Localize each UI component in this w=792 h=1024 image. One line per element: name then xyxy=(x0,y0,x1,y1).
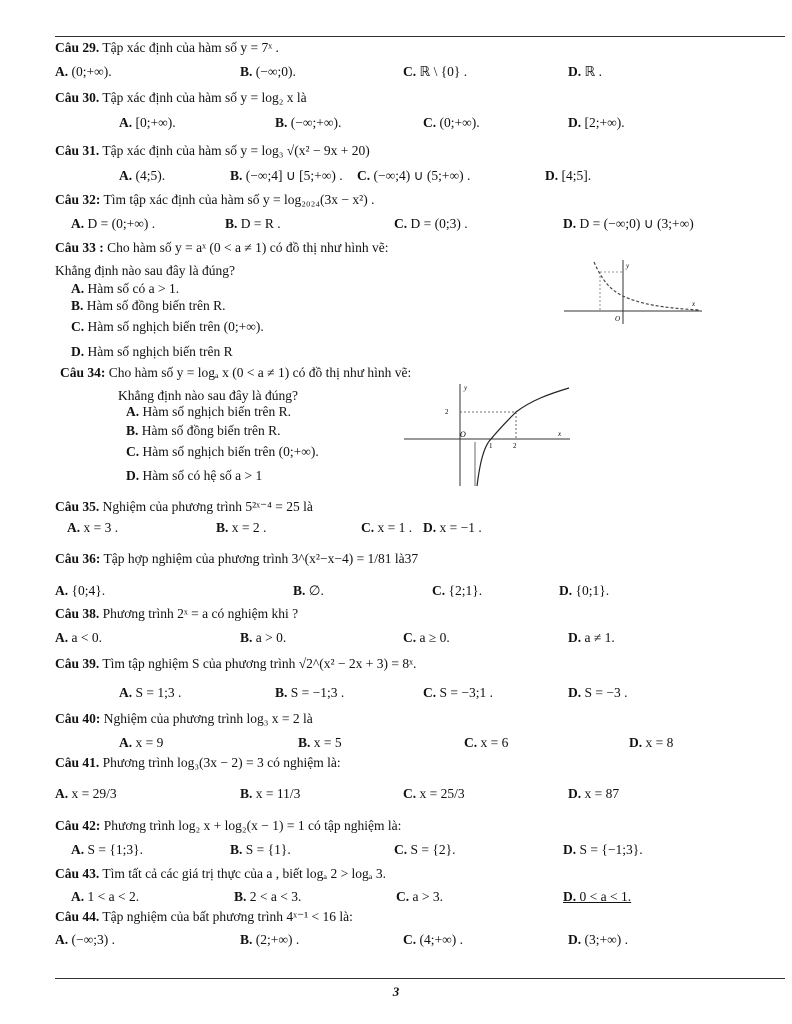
tick-y-2: 2 xyxy=(445,408,449,416)
option-d-correct: D. 0 < a < 1. xyxy=(563,889,632,904)
option-d: D. {0;1}. xyxy=(559,583,610,598)
question-label: Câu 29. xyxy=(55,40,100,55)
question-35 xyxy=(55,499,313,515)
option-letter: C. xyxy=(71,319,85,334)
option-letter: A. xyxy=(55,786,69,801)
log-curve xyxy=(477,388,569,486)
option-letter: B. xyxy=(230,842,243,857)
question-33 xyxy=(55,240,388,256)
option-letter: D. xyxy=(629,735,643,750)
option-c: C. (−∞;4) ∪ (5;+∞) . xyxy=(357,168,471,183)
question-text: Tập xác định của hàm số y = 7ˣ . xyxy=(102,40,279,55)
option-letter: D. xyxy=(71,344,85,359)
option-letter: C. xyxy=(361,520,375,535)
option-b: B. x = 5 xyxy=(298,735,342,750)
question-label: Câu 43. xyxy=(55,866,100,881)
option-a: A. x = 3 . xyxy=(67,520,119,535)
x-label: x xyxy=(692,300,696,308)
option-letter: A. xyxy=(55,932,69,947)
option-b: B. Hàm số đồng biến trên R. xyxy=(71,298,226,313)
y-label: y xyxy=(464,384,468,392)
question-36 xyxy=(55,551,418,567)
top-rule xyxy=(55,36,785,37)
question-text: Tìm tập xác định của hàm số y = log₂₀₂₄(3x − x²) . xyxy=(103,192,375,207)
option-c: C. Hàm số nghịch biến trên (0;+∞). xyxy=(126,444,319,459)
question-29 xyxy=(55,40,279,56)
option-d: D. S = {−1;3}. xyxy=(563,842,643,857)
bottom-rule xyxy=(55,978,785,979)
option-letter: C. xyxy=(423,685,437,700)
option-letter: A. xyxy=(67,520,81,535)
option-a: A. a < 0. xyxy=(55,630,102,645)
option-c: C. a > 3. xyxy=(396,889,443,904)
option-letter: A. xyxy=(55,583,69,598)
option-c: C. x = 1 . xyxy=(361,520,413,535)
option-letter: D. xyxy=(563,842,577,857)
option-c: C. D = (0;3) . xyxy=(394,216,468,231)
option-d: D. (3;+∞) . xyxy=(568,932,628,947)
origin-label: O xyxy=(615,315,621,323)
option-letter: C. xyxy=(423,115,437,130)
option-letter: C. xyxy=(403,786,417,801)
option-a: A. (4;5). xyxy=(119,168,166,183)
question-32 xyxy=(55,192,374,208)
option-letter: B. xyxy=(225,216,238,231)
option-letter: B. xyxy=(240,932,253,947)
question-text: Cho hàm số y = logₐ x (0 < a ≠ 1) có đồ thị như hình vẽ: xyxy=(108,365,412,380)
question-label: Câu 38. xyxy=(55,606,100,621)
option-a: A. S = {1;3}. xyxy=(71,842,143,857)
question-subtext: Khẳng định nào sau đây là đúng? xyxy=(118,388,298,403)
option-letter: B. xyxy=(293,583,306,598)
option-c: C. x = 6 xyxy=(464,735,509,750)
question-text: Nghiệm của phương trình 5²ˣ⁻⁴ = 25 là xyxy=(102,499,313,514)
option-d: D. x = −1 . xyxy=(423,520,482,535)
question-text: Phương trình log₂ x + log₂(x − 1) = 1 có tập nghiệm là: xyxy=(103,818,402,833)
option-d: D. S = −3 . xyxy=(568,685,628,700)
option-c: C. (0;+∞). xyxy=(423,115,480,130)
option-b: B. 2 < a < 3. xyxy=(234,889,302,904)
origin-label: O xyxy=(460,430,466,439)
question-label: Câu 34: xyxy=(60,365,106,380)
question-label: Câu 33 : xyxy=(55,240,104,255)
question-42 xyxy=(55,818,401,834)
option-a: A. (−∞;3) . xyxy=(55,932,115,947)
option-d: D. ℝ . xyxy=(568,64,602,79)
option-letter: C. xyxy=(403,932,417,947)
option-a: A. [0;+∞). xyxy=(119,115,176,130)
option-letter: A. xyxy=(71,889,85,904)
option-letter: C. xyxy=(126,444,140,459)
question-30 xyxy=(55,90,307,106)
option-letter: B. xyxy=(216,520,229,535)
option-letter: D. xyxy=(568,115,582,130)
option-letter: A. xyxy=(126,404,140,419)
option-letter: C. xyxy=(394,842,408,857)
option-letter: B. xyxy=(298,735,311,750)
question-text: Tập nghiệm của bất phương trình 4ˣ⁻¹ < 16 là: xyxy=(102,909,353,924)
option-b: B. D = R . xyxy=(225,216,281,231)
option-d: D. Hàm số có hệ số a > 1 xyxy=(126,468,263,483)
question-label: Câu 30. xyxy=(55,90,100,105)
option-letter: A. xyxy=(71,216,85,231)
y-label: y xyxy=(626,262,630,270)
page-number: 3 xyxy=(392,984,400,999)
option-letter: A. xyxy=(119,735,133,750)
option-a: A. D = (0;+∞) . xyxy=(71,216,156,231)
option-c: C. Hàm số nghịch biến trên (0;+∞). xyxy=(71,319,264,334)
question-label: Câu 31. xyxy=(55,143,100,158)
option-letter: B. xyxy=(71,298,84,313)
option-letter: D. xyxy=(568,64,582,79)
option-letter: A. xyxy=(55,630,69,645)
option-b: B. x = 2 . xyxy=(216,520,267,535)
option-a: A. {0;4}. xyxy=(55,583,106,598)
question-43 xyxy=(55,866,386,882)
question-31 xyxy=(55,143,370,159)
option-letter: D. xyxy=(568,630,582,645)
question-label: Câu 32: xyxy=(55,192,101,207)
option-d: D. D = (−∞;0) ∪ (3;+∞) xyxy=(563,216,694,231)
question-label: Câu 44. xyxy=(55,909,100,924)
option-letter: B. xyxy=(275,685,288,700)
option-letter: D. xyxy=(545,168,559,183)
question-text: Tập hợp nghiệm của phương trình 3^(x²−x−4) = 1/81 là37 xyxy=(103,551,419,566)
option-b: B. (−∞;0). xyxy=(240,64,296,79)
exp-curve xyxy=(594,262,700,310)
question-label: Câu 35. xyxy=(55,499,100,514)
option-letter: C. xyxy=(403,64,417,79)
option-letter: C. xyxy=(403,630,417,645)
option-letter: C. xyxy=(432,583,446,598)
option-letter: C. xyxy=(464,735,478,750)
option-letter: C. xyxy=(357,168,371,183)
option-b: B. S = {1}. xyxy=(230,842,291,857)
option-letter: B. xyxy=(240,630,253,645)
question-subtext: Khẳng định nào sau đây là đúng? xyxy=(55,263,235,278)
option-d: D. [4;5]. xyxy=(545,168,592,183)
option-letter: D. xyxy=(559,583,573,598)
option-letter: D. xyxy=(563,216,577,231)
question-text: Tìm tất cả các giá trị thực của a , biết logₐ 2 > logₐ 3. xyxy=(102,866,386,881)
option-letter: B. xyxy=(234,889,247,904)
option-letter: B. xyxy=(230,168,243,183)
option-a: A. (0;+∞). xyxy=(55,64,112,79)
option-letter: D. xyxy=(568,685,582,700)
option-c: C. S = −3;1 . xyxy=(423,685,493,700)
option-letter: C. xyxy=(396,889,410,904)
option-b: B. Hàm số đồng biến trên R. xyxy=(126,423,281,438)
option-d: D. Hàm số nghịch biến trên R xyxy=(71,344,233,359)
option-a: A. S = 1;3 . xyxy=(119,685,182,700)
question-label: Câu 39. xyxy=(55,656,100,671)
option-b: B. (−∞;+∞). xyxy=(275,115,342,130)
question-34 xyxy=(60,365,411,381)
option-b: B. ∅. xyxy=(293,583,324,598)
option-d: D. a ≠ 1. xyxy=(568,630,615,645)
question-text: Tập xác định của hàm số y = log₃ √(x² − 9x + 20) xyxy=(102,143,370,158)
option-a: A. x = 9 xyxy=(119,735,164,750)
graph-exponential xyxy=(562,258,707,326)
option-c: C. (4;+∞) . xyxy=(403,932,463,947)
question-label: Câu 41. xyxy=(55,755,100,770)
option-c: C. a ≥ 0. xyxy=(403,630,450,645)
option-a: A. 1 < a < 2. xyxy=(71,889,140,904)
question-text: Tìm tập nghiệm S của phương trình √2^(x² − 2x + 3) = 8ˣ. xyxy=(102,656,417,671)
tick-x-1: 1 xyxy=(489,442,493,450)
option-c: C. S = {2}. xyxy=(394,842,456,857)
option-c: C. ℝ \ {0} . xyxy=(403,64,468,79)
question-text: Nghiệm của phương trình log₃ x = 2 là xyxy=(103,711,313,726)
option-a: A. x = 29/3 xyxy=(55,786,117,801)
option-letter: A. xyxy=(71,281,85,296)
option-d: D. x = 8 xyxy=(629,735,674,750)
question-44 xyxy=(55,909,353,925)
option-letter: C. xyxy=(394,216,408,231)
x-label: x xyxy=(558,430,562,438)
question-text: Cho hàm số y = aˣ (0 < a ≠ 1) có đồ thị như hình vẽ: xyxy=(107,240,389,255)
option-letter: D. xyxy=(563,889,577,904)
question-39 xyxy=(55,656,416,672)
option-b: B. (2;+∞) . xyxy=(240,932,300,947)
option-c: C. {2;1}. xyxy=(432,583,483,598)
question-40 xyxy=(55,711,313,727)
question-41 xyxy=(55,755,341,771)
question-38 xyxy=(55,606,298,622)
option-letter: A. xyxy=(55,64,69,79)
question-label: Câu 42: xyxy=(55,818,101,833)
option-letter: B. xyxy=(126,423,139,438)
option-b: B. x = 11/3 xyxy=(240,786,301,801)
option-c: C. x = 25/3 xyxy=(403,786,465,801)
question-text: Tập xác định của hàm số y = log₂ x là xyxy=(102,90,307,105)
question-label: Câu 36: xyxy=(55,551,101,566)
option-a: A. Hàm số có a > 1. xyxy=(71,281,180,296)
tick-x-2: 2 xyxy=(513,442,517,450)
question-text: Phương trình 2ˣ = a có nghiệm khi ? xyxy=(102,606,299,621)
option-b: B. S = −1;3 . xyxy=(275,685,345,700)
option-letter: A. xyxy=(119,115,133,130)
option-letter: D. xyxy=(568,932,582,947)
option-b: B. a > 0. xyxy=(240,630,287,645)
option-letter: A. xyxy=(119,685,133,700)
option-letter: D. xyxy=(423,520,437,535)
option-letter: D. xyxy=(568,786,582,801)
option-a: A. Hàm số nghịch biến trên R. xyxy=(126,404,291,419)
option-letter: B. xyxy=(240,786,253,801)
option-letter: A. xyxy=(71,842,85,857)
option-d: D. x = 87 xyxy=(568,786,620,801)
option-letter: A. xyxy=(119,168,133,183)
option-letter: B. xyxy=(240,64,253,79)
option-letter: D. xyxy=(126,468,140,483)
option-d: D. [2;+∞). xyxy=(568,115,625,130)
graph-logarithm xyxy=(404,382,574,488)
question-text: Phương trình log₃(3x − 2) = 3 có nghiệm là: xyxy=(102,755,341,770)
option-letter: B. xyxy=(275,115,288,130)
question-label: Câu 40: xyxy=(55,711,101,726)
option-b: B. (−∞;4] ∪ [5;+∞) . xyxy=(230,168,343,183)
